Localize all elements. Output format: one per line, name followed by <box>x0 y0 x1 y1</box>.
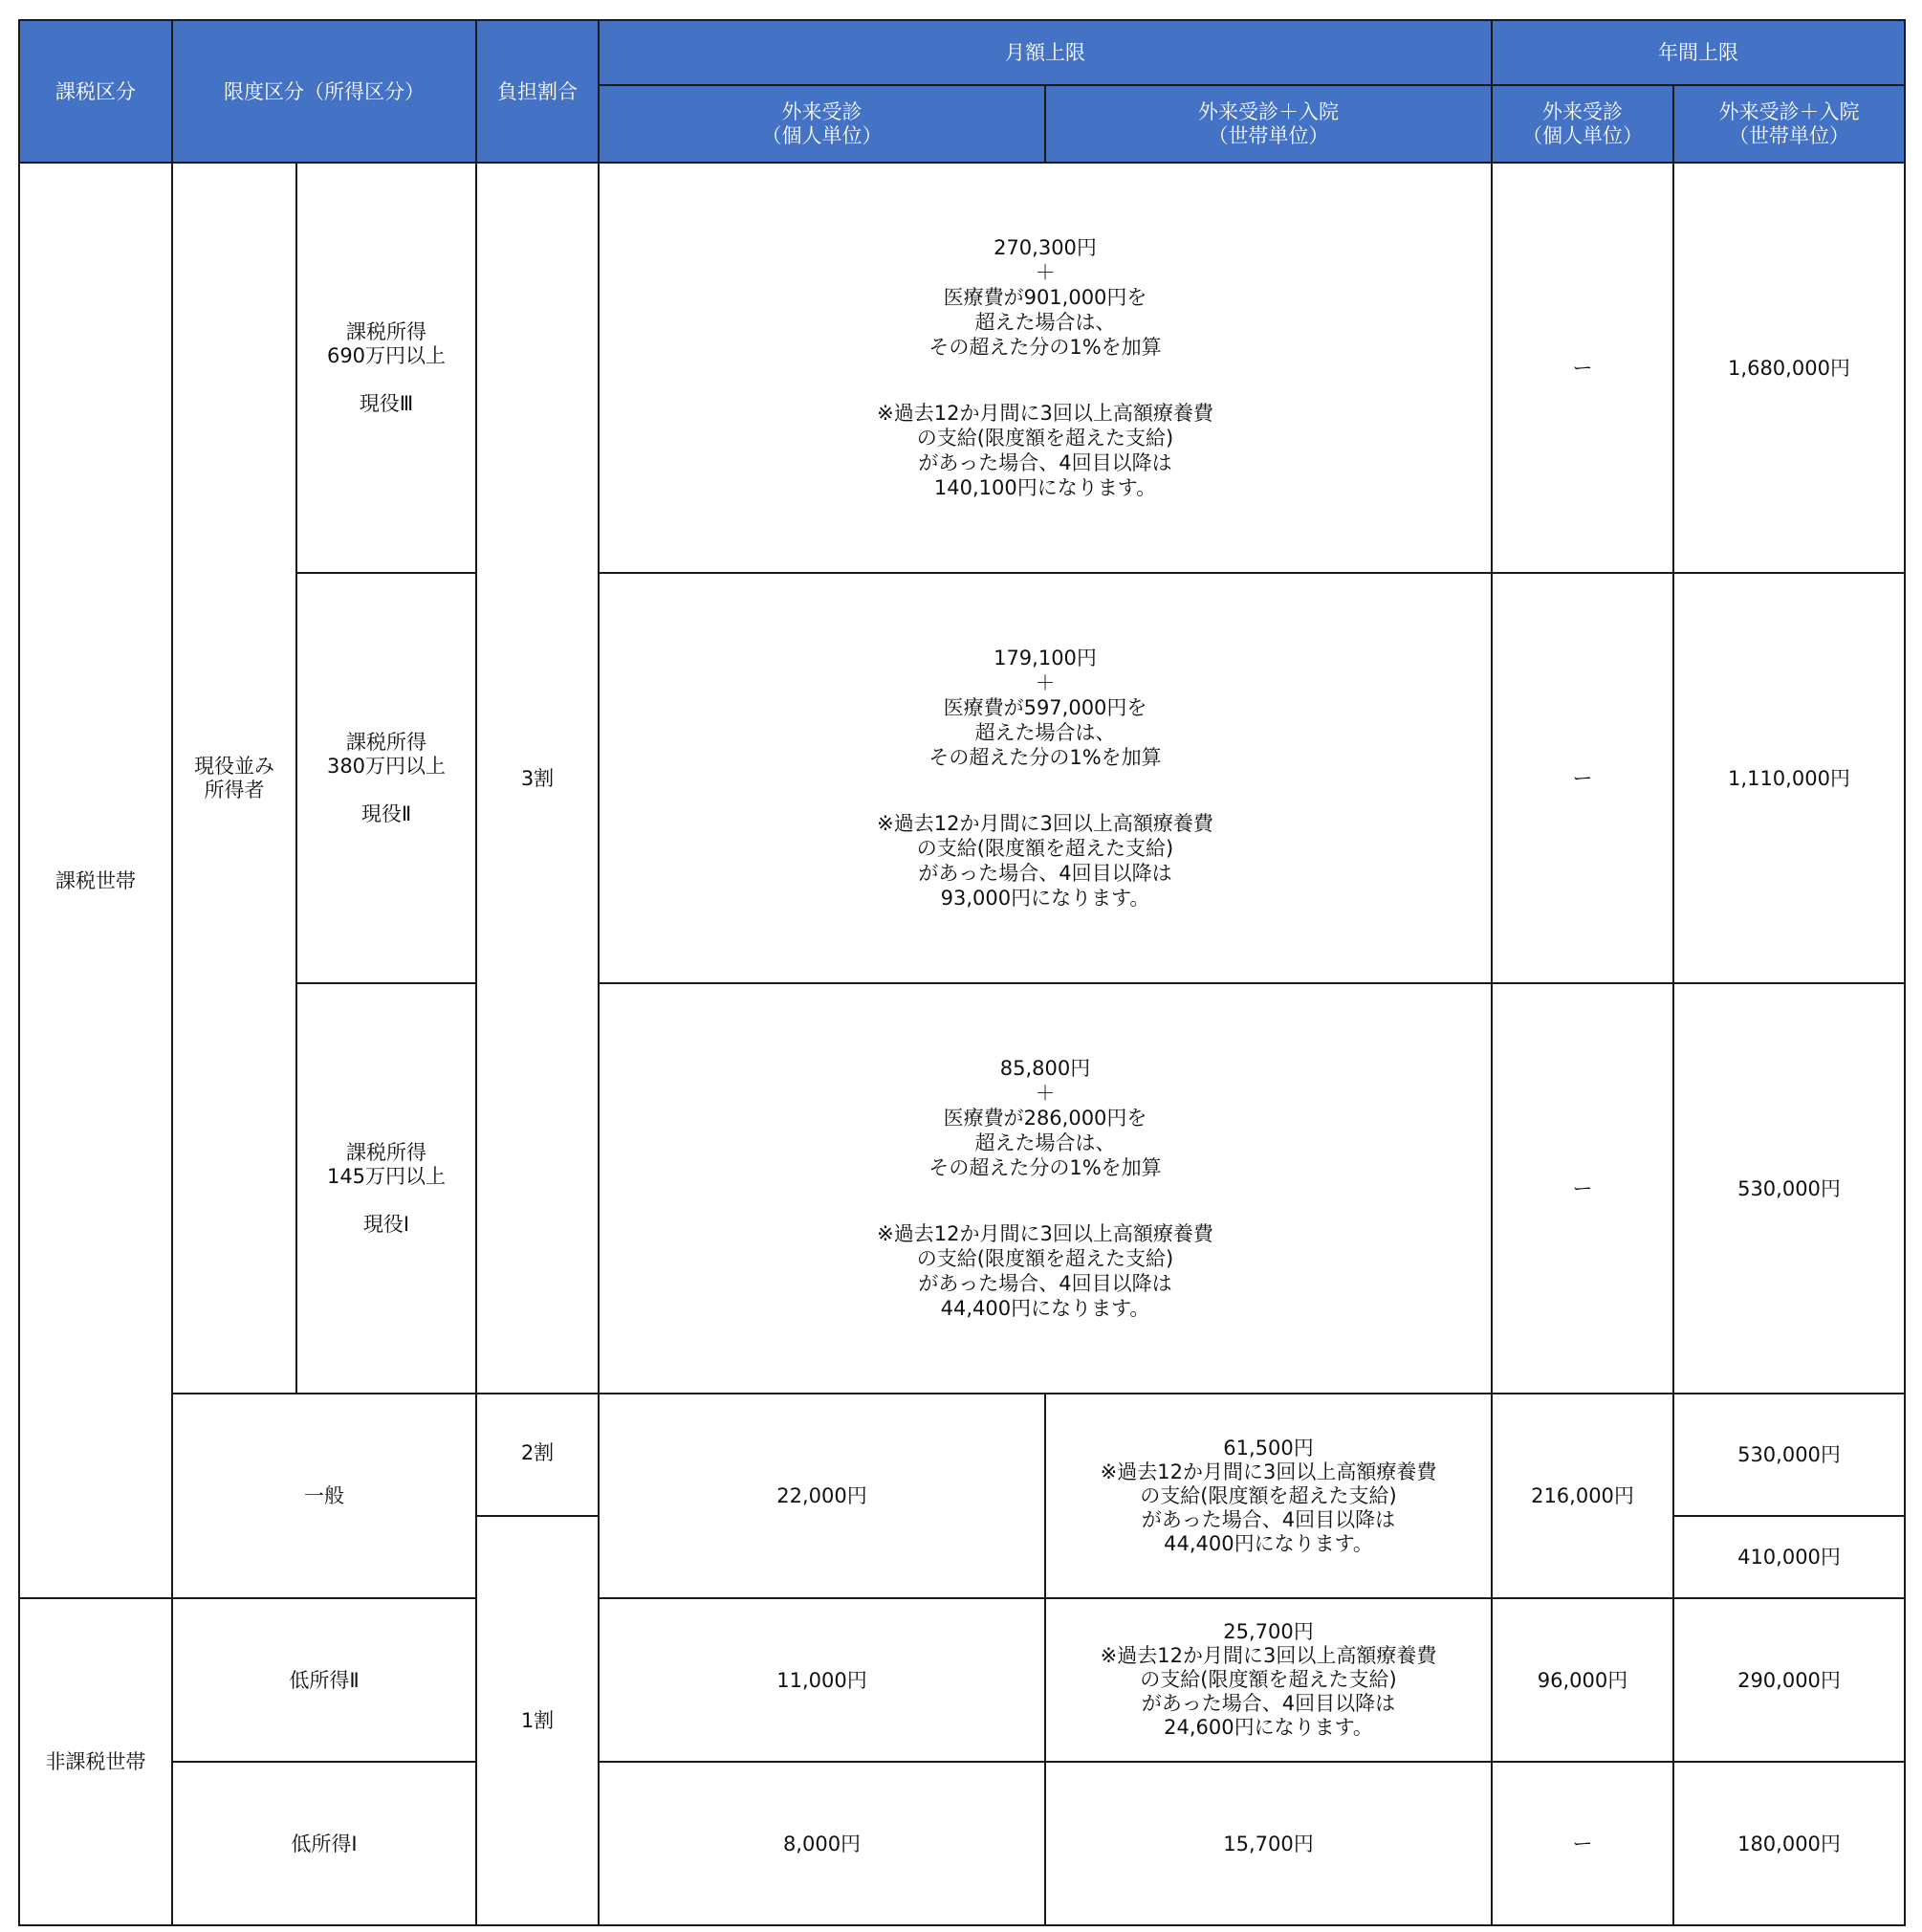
group-active-level: 現役並み 所得者 <box>172 163 296 1394</box>
label-ippan: 一般 <box>172 1394 476 1598</box>
monthly-genyaku3: 270,300円 ＋ 医療費が901,000円を 超えた場合は、 その超えた分の1%を加算 ※過去12か月間に3回以上高額療養費 の支給(限度額を超えた支給) があった場合、4回目以降は 140,100円になります。 <box>599 163 1492 573</box>
group-taxed: 課税世帯 <box>19 163 172 1598</box>
total-low1: 15,700円 <box>1045 1762 1492 1925</box>
annual-total-ippan-one: 410,000円 <box>1673 1516 1905 1598</box>
header-annual-outpatient-inpatient: 外来受診＋入院 （世帯単位） <box>1673 85 1905 163</box>
table-row <box>19 573 1905 983</box>
header-annual-limit: 年間上限 <box>1492 20 1905 85</box>
header-burden-ratio: 負担割合 <box>476 20 599 163</box>
annual-outpatient-ippan: 216,000円 <box>1492 1394 1673 1598</box>
ratio-two: 2割 <box>476 1394 599 1516</box>
header-limit-category: 限度区分（所得区分） <box>172 20 476 163</box>
monthly-genyaku1: 85,800円 ＋ 医療費が286,000円を 超えた場合は、 その超えた分の1%を加算 ※過去12か月間に3回以上高額療養費 の支給(限度額を超えた支給) があった場合、4回目以降は 44,400円になります。 <box>599 983 1492 1394</box>
total-ippan: 61,500円 ※過去12か月間に3回以上高額療養費 の支給(限度額を超えた支給) があった場合、4回目以降は 44,400円になります。 <box>1045 1394 1492 1598</box>
monthly-genyaku2: 179,100円 ＋ 医療費が597,000円を 超えた場合は、 その超えた分の1%を加算 ※過去12か月間に3回以上高額療養費 の支給(限度額を超えた支給) があった場合、4回目以降は 93,000円になります。 <box>599 573 1492 983</box>
table-row <box>19 1762 1905 1925</box>
annual-total-ippan-two: 530,000円 <box>1673 1394 1905 1516</box>
annual-outpatient-low2: 96,000円 <box>1492 1598 1673 1762</box>
total-low2: 25,700円 ※過去12か月間に3回以上高額療養費 の支給(限度額を超えた支給) があった場合、4回目以降は 24,600円になります。 <box>1045 1598 1492 1762</box>
annual-total-genyaku2: 1,110,000円 <box>1673 573 1905 983</box>
annual-total-low1: 180,000円 <box>1673 1762 1905 1925</box>
outpatient-low1: 8,000円 <box>599 1762 1045 1925</box>
annual-outpatient-genyaku1: ー <box>1492 983 1673 1394</box>
outpatient-ippan: 22,000円 <box>599 1394 1045 1598</box>
header-annual-outpatient: 外来受診 （個人単位） <box>1492 85 1673 163</box>
income-genyaku2: 課税所得 380万円以上 現役Ⅱ <box>296 573 476 983</box>
annual-outpatient-genyaku3: ー <box>1492 163 1673 573</box>
label-low1: 低所得Ⅰ <box>172 1762 476 1925</box>
header-monthly-outpatient: 外来受診 （個人単位） <box>599 85 1045 163</box>
cost-limit-table <box>18 19 1906 1926</box>
annual-total-low2: 290,000円 <box>1673 1598 1905 1762</box>
annual-outpatient-low1: ー <box>1492 1762 1673 1925</box>
ratio-three: 3割 <box>476 163 599 1394</box>
annual-total-genyaku1: 530,000円 <box>1673 983 1905 1394</box>
label-low2: 低所得Ⅱ <box>172 1598 476 1762</box>
group-non-taxed: 非課税世帯 <box>19 1598 172 1925</box>
table-row <box>19 1394 1905 1516</box>
income-genyaku1: 課税所得 145万円以上 現役Ⅰ <box>296 983 476 1394</box>
ratio-one: 1割 <box>476 1516 599 1925</box>
income-genyaku3: 課税所得 690万円以上 現役Ⅲ <box>296 163 476 573</box>
header-monthly-outpatient-inpatient: 外来受診＋入院 （世帯単位） <box>1045 85 1492 163</box>
header-monthly-limit: 月額上限 <box>599 20 1492 85</box>
header-tax-category: 課税区分 <box>19 20 172 163</box>
annual-total-genyaku3: 1,680,000円 <box>1673 163 1905 573</box>
table-row <box>19 1598 1905 1762</box>
annual-outpatient-genyaku2: ー <box>1492 573 1673 983</box>
table-row <box>19 163 1905 573</box>
table-row <box>19 983 1905 1394</box>
outpatient-low2: 11,000円 <box>599 1598 1045 1762</box>
